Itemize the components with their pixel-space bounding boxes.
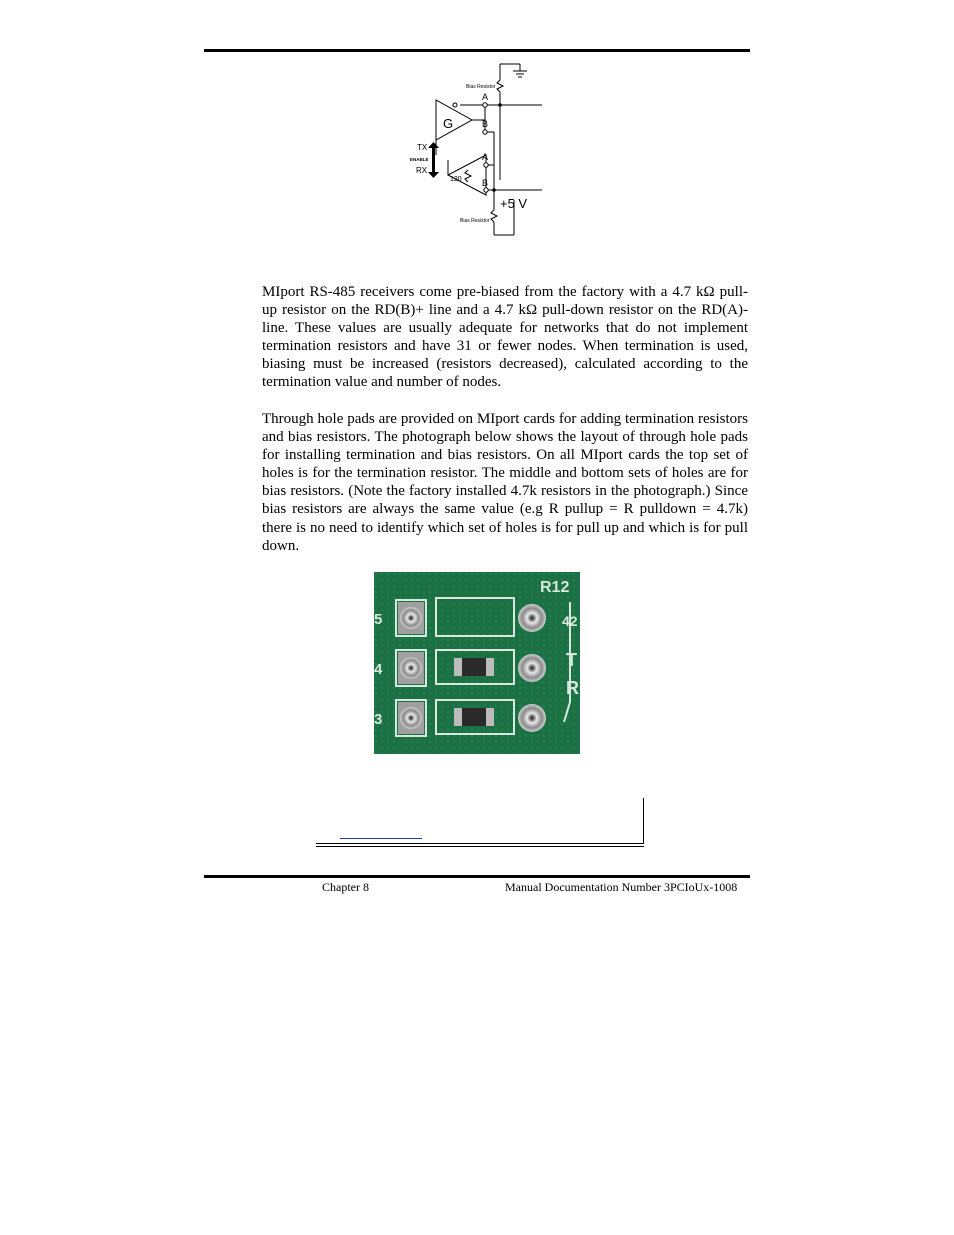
pad-left-mid <box>400 657 422 679</box>
frame-line-bottom-double <box>316 846 644 847</box>
pcb-ref-label: R12 <box>540 579 570 596</box>
receiver-triangle <box>448 155 489 195</box>
footer-chapter: Chapter 8 <box>322 880 369 894</box>
supply-label: +5 V <box>500 196 528 211</box>
pcb-pads-photo <box>374 572 580 754</box>
bias-resistor-top <box>497 80 503 92</box>
enable-arrow-icon <box>432 148 435 172</box>
paragraph-biasing: MIport RS-485 receivers come pre-biased from the factory with a 4.7 kΩ pull-up resistor on the RD(B)+ line and a 4.7 kΩ pull-down resistor on the RD(A)- line. These values are usually adequate for networks that do not implement termination resistors and have 31 or fewer nodes. When termination is used, biasing must be increased (resistors decreased), calculated according to the termination value and number of nodes. <box>262 284 748 391</box>
svg-text:T: T <box>566 650 577 670</box>
paragraph-through-hole: Through hole pads are provided on MIport cards for adding termination resistors and bias resistors. The photograph below shows the layout of through hole pads for installing termination and bias resistors. On all MIport cards the top set of holes is for the termination resistor. The middle and bottom sets of holes are for bias resistors. (Note the factory installed 4.7k resistors in the photograph.) Since bias resistors are always the same value (e.g R pullup = R pulldown = 4.7k) there is no need to identify which set of holes is for pull up and which is for pull down. <box>262 411 748 554</box>
enable-label: ENABLE <box>410 157 429 162</box>
bias-resistor-top-label: Bias Resistor <box>466 84 496 90</box>
svg-text:42: 42 <box>562 613 578 629</box>
svg-text:B: B <box>482 119 489 129</box>
link-underline <box>340 838 422 839</box>
tx-label: TX <box>417 143 428 152</box>
bias-resistor-bottom <box>491 210 497 222</box>
footer-doc-number: Manual Documentation Number 3PCIoUx-1008 <box>505 880 738 894</box>
svg-text:4: 4 <box>374 661 383 678</box>
rs485-bias-schematic <box>390 60 550 240</box>
svg-text:R: R <box>566 678 579 698</box>
svg-text:5: 5 <box>374 611 383 628</box>
termination-resistor <box>465 170 471 182</box>
svg-text:3: 3 <box>374 711 383 728</box>
termination-value: 120 <box>450 176 462 183</box>
footer-rule <box>204 875 750 878</box>
bias-resistor-bottom-label: Bias Resistor <box>460 218 490 224</box>
svg-text:A: A <box>482 92 489 102</box>
frame-line-bottom <box>316 843 644 844</box>
pad-right-bot <box>518 704 546 732</box>
header-rule <box>204 49 750 52</box>
pad-right-top <box>518 604 546 632</box>
driver-label: G <box>443 116 454 131</box>
frame-line-right <box>643 798 644 844</box>
svg-text:A: A <box>482 152 489 162</box>
pad-right-mid <box>518 654 546 682</box>
rx-label: RX <box>416 166 428 175</box>
pad-left-bot <box>400 707 422 729</box>
svg-text:B: B <box>482 178 489 188</box>
pad-left-top <box>400 607 422 629</box>
